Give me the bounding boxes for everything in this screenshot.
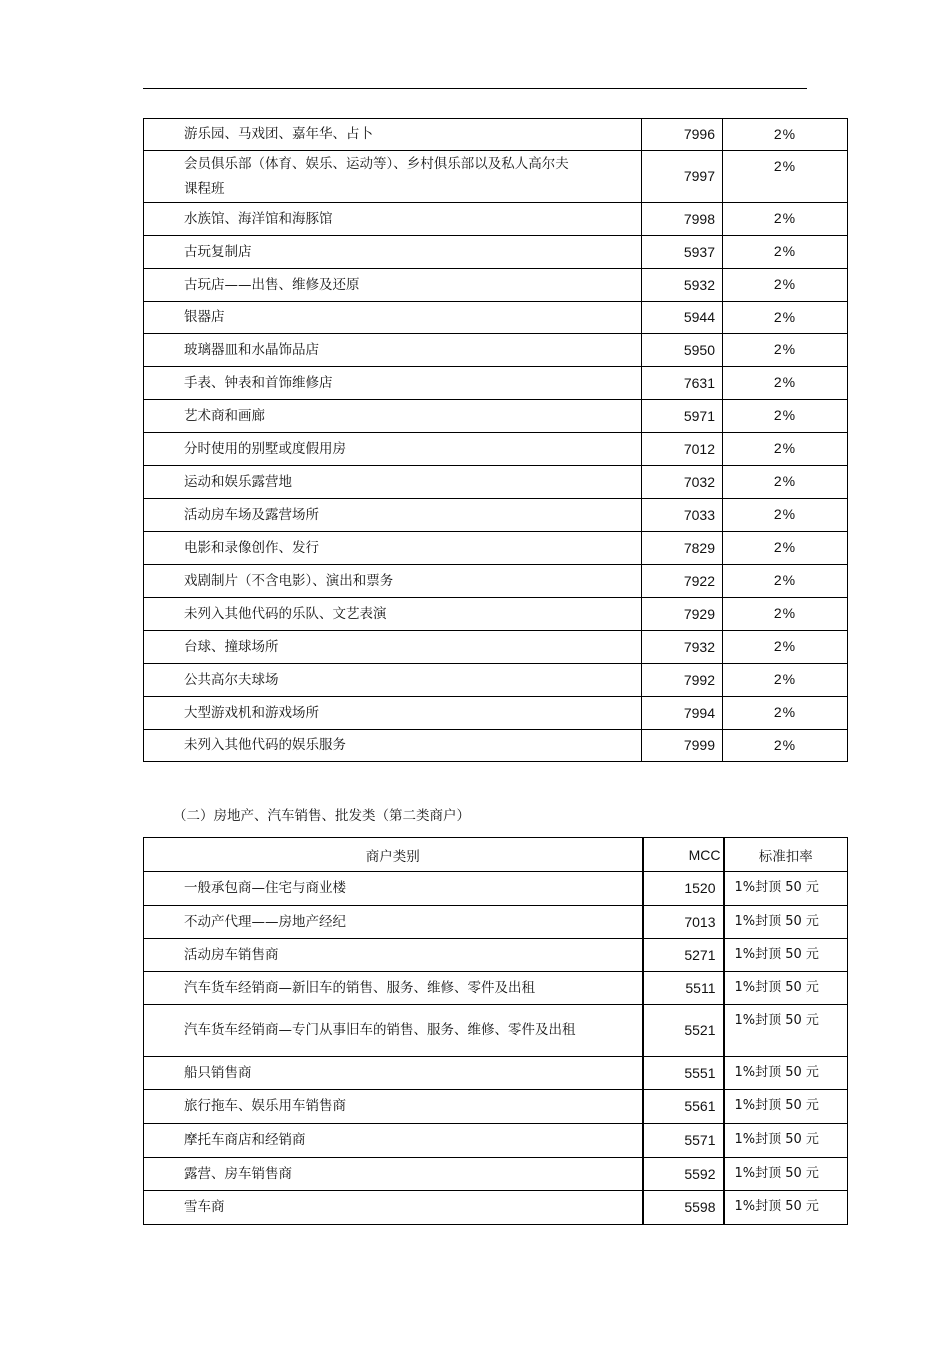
table-row [144, 532, 848, 565]
category-cell: 大型游戏机和游戏场所 [144, 697, 642, 730]
mcc-cell: 5937 [642, 236, 723, 269]
rate-cell: 1%封顶 50 元 [724, 1191, 848, 1225]
table1-body [144, 119, 848, 762]
rate-cell: 2% [723, 119, 848, 151]
rate-cell: 2% [723, 400, 848, 433]
category-cell: 分时使用的别墅或度假用房 [144, 433, 642, 466]
mcc-cell: 7033 [642, 499, 723, 532]
table-row [144, 664, 848, 697]
rate-cell: 1%封顶 50 元 [724, 939, 848, 972]
mcc-cell: 7997 [642, 151, 723, 203]
mcc-cell: 1520 [643, 872, 724, 906]
category-cell: 活动房车销售商 [144, 939, 643, 972]
table-row [144, 1158, 848, 1191]
rate-cell: 2% [723, 664, 848, 697]
category-cell: 一般承包商—住宅与商业楼 [144, 872, 643, 906]
mcc-cell: 5592 [643, 1158, 724, 1191]
table-header-row [144, 838, 848, 872]
category-cell: 旅行拖车、娱乐用车销售商 [144, 1090, 643, 1124]
category-cell: 台球、撞球场所 [144, 631, 642, 664]
mcc-cell: 5971 [642, 400, 723, 433]
rate-cell: 2% [723, 730, 848, 762]
category-cell: 艺术商和画廊 [144, 400, 642, 433]
mcc-cell: 7829 [642, 532, 723, 565]
table-row [144, 972, 848, 1005]
rate-cell: 2% [723, 334, 848, 367]
rate-cell: 1%封顶 50 元 [724, 972, 848, 1005]
merchant-rate-table-2 [143, 837, 848, 1225]
rate-cell: 2% [723, 203, 848, 236]
category-cell: 公共高尔夫球场 [144, 664, 642, 697]
table-row [144, 697, 848, 730]
table-row [144, 302, 848, 334]
table-row [144, 334, 848, 367]
mcc-cell: 5511 [643, 972, 724, 1005]
table-row [144, 1057, 848, 1090]
rate-cell: 2% [723, 631, 848, 664]
mcc-cell: 5571 [643, 1124, 724, 1158]
table-row [144, 598, 848, 631]
mcc-cell: 5521 [643, 1005, 724, 1057]
category-cell: 银器店 [144, 302, 642, 334]
mcc-cell: 7631 [642, 367, 723, 400]
category-cell: 水族馆、海洋馆和海豚馆 [144, 203, 642, 236]
rate-cell: 2% [723, 499, 848, 532]
rate-cell: 1%封顶 50 元 [724, 872, 848, 906]
category-cell: 露营、房车销售商 [144, 1158, 643, 1191]
table-row [144, 400, 848, 433]
category-cell: 古玩店——出售、维修及还原 [144, 269, 642, 302]
table-row [144, 872, 848, 906]
category-cell: 手表、钟表和首饰维修店 [144, 367, 642, 400]
table-row [144, 236, 848, 269]
mcc-cell: 7922 [642, 565, 723, 598]
table2-body [144, 872, 848, 1225]
mcc-cell: 7929 [642, 598, 723, 631]
table-row [144, 730, 848, 762]
category-cell: 运动和娱乐露营地 [144, 466, 642, 499]
header-category: 商户类别 [144, 838, 643, 872]
rate-cell: 2% [723, 598, 848, 631]
mcc-cell: 7994 [642, 697, 723, 730]
category-cell: 汽车货车经销商—新旧车的销售、服务、维修、零件及出租 [144, 972, 643, 1005]
mcc-cell: 7012 [642, 433, 723, 466]
table-row [144, 433, 848, 466]
mcc-cell: 5551 [643, 1057, 724, 1090]
table-row [144, 466, 848, 499]
mcc-cell: 7932 [642, 631, 723, 664]
table-row [144, 119, 848, 151]
rate-cell: 2% [723, 236, 848, 269]
table-row [144, 269, 848, 302]
rate-cell: 2% [723, 151, 848, 203]
table-row [144, 367, 848, 400]
mcc-cell: 7999 [642, 730, 723, 762]
mcc-cell: 5950 [642, 334, 723, 367]
table-row [144, 1005, 848, 1057]
rate-cell: 1%封顶 50 元 [724, 1124, 848, 1158]
category-cell: 未列入其他代码的娱乐服务 [144, 730, 642, 762]
category-cell: 活动房车场及露营场所 [144, 499, 642, 532]
table-row [144, 565, 848, 598]
rate-cell: 1%封顶 50 元 [724, 906, 848, 939]
table-row [144, 1124, 848, 1158]
rate-cell: 2% [723, 367, 848, 400]
mcc-cell: 5598 [643, 1191, 724, 1225]
category-cell: 玻璃器皿和水晶饰品店 [144, 334, 642, 367]
section-title: （二）房地产、汽车销售、批发类（第二类商户） [173, 808, 470, 824]
table-row [144, 499, 848, 532]
mcc-cell: 7998 [642, 203, 723, 236]
rate-cell: 2% [723, 433, 848, 466]
category-cell: 电影和录像创作、发行 [144, 532, 642, 565]
category-cell: 古玩复制店 [144, 236, 642, 269]
category-cell: 未列入其他代码的乐队、文艺表演 [144, 598, 642, 631]
mcc-cell: 5944 [642, 302, 723, 334]
category-cell: 船只销售商 [144, 1057, 643, 1090]
table-row [144, 1090, 848, 1124]
mcc-cell: 7992 [642, 664, 723, 697]
header-mcc: MCC [643, 838, 724, 872]
category-cell: 雪车商 [144, 1191, 643, 1225]
mcc-cell: 5271 [643, 939, 724, 972]
rate-cell: 2% [723, 269, 848, 302]
rate-cell: 2% [723, 302, 848, 334]
table-row [144, 203, 848, 236]
rate-cell: 2% [723, 466, 848, 499]
header-rate: 标准扣率 [724, 838, 848, 872]
header-rule [143, 88, 807, 89]
category-cell: 不动产代理——房地产经纪 [144, 906, 643, 939]
merchant-rate-table-1 [143, 118, 848, 762]
table-row [144, 151, 848, 203]
table-row [144, 906, 848, 939]
category-cell: 戏剧制片（不含电影）、演出和票务 [144, 565, 642, 598]
mcc-cell: 7996 [642, 119, 723, 151]
mcc-cell: 7032 [642, 466, 723, 499]
rate-cell: 1%封顶 50 元 [724, 1057, 848, 1090]
category-cell: 游乐园、马戏团、嘉年华、占卜 [144, 119, 642, 151]
rate-cell: 2% [723, 532, 848, 565]
table-row [144, 939, 848, 972]
category-cell: 会员俱乐部（体育、娱乐、运动等）、乡村俱乐部以及私人高尔夫课程班 [144, 151, 642, 203]
rate-cell: 1%封顶 50 元 [724, 1005, 848, 1057]
table-row [144, 631, 848, 664]
rate-cell: 2% [723, 697, 848, 730]
rate-cell: 1%封顶 50 元 [724, 1158, 848, 1191]
mcc-cell: 5932 [642, 269, 723, 302]
mcc-cell: 7013 [643, 906, 724, 939]
rate-cell: 2% [723, 565, 848, 598]
table-row [144, 1191, 848, 1225]
mcc-cell: 5561 [643, 1090, 724, 1124]
rate-cell: 1%封顶 50 元 [724, 1090, 848, 1124]
category-cell: 摩托车商店和经销商 [144, 1124, 643, 1158]
category-cell: 汽车货车经销商—专门从事旧车的销售、服务、维修、零件及出租 [144, 1005, 643, 1057]
